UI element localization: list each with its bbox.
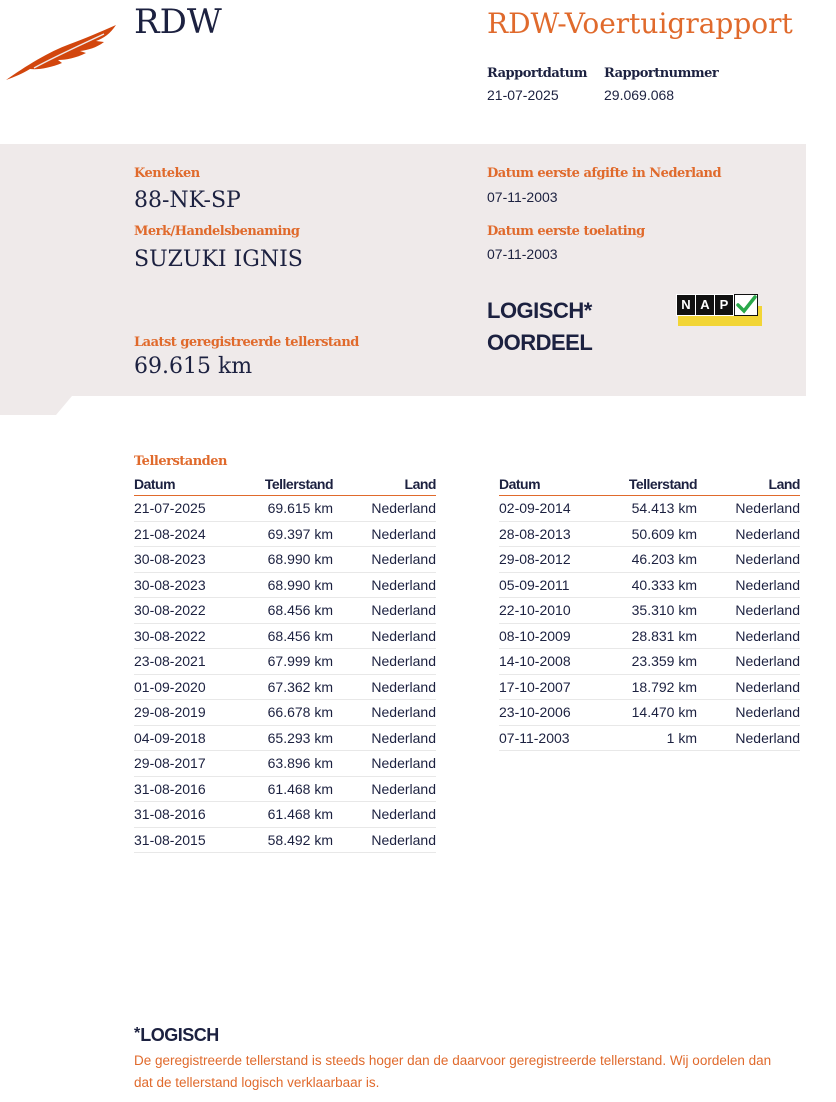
cell-odometer: 65.293 km [238,725,333,751]
table-row [499,700,800,726]
make-label: Merk/Handelsbenaming [134,224,300,239]
cell-country: Nederland [333,674,436,700]
cell-odometer: 23.359 km [603,649,697,675]
cell-odometer: 18.792 km [603,674,697,700]
table-header-row [499,476,800,496]
cell-country: Nederland [333,827,436,853]
cell-country: Nederland [697,598,800,624]
table-row [499,547,800,573]
column-header-country: Land [697,476,800,496]
footnote-text-line1: De geregistreerde tellerstand is steeds hoger dan de daarvoor geregistreerde tellerstand. Wij oordelen dan [134,1053,772,1068]
cell-date: 29-08-2012 [499,547,603,573]
cell-odometer: 54.413 km [603,496,697,522]
table-row [134,496,436,522]
cell-date: 30-08-2023 [134,547,238,573]
nap-badge [676,294,762,326]
cell-country: Nederland [333,521,436,547]
nap-letter: N [676,294,696,316]
cell-country: Nederland [697,623,800,649]
first-admission-value: 07-11-2003 [487,246,558,262]
cell-date: 31-08-2016 [134,802,238,828]
table-row [134,649,436,675]
table-header-row [134,476,436,496]
footnote-asterisk: * [134,1025,141,1042]
cell-odometer: 69.615 km [238,496,333,522]
cell-country: Nederland [697,572,800,598]
cell-date: 07-11-2003 [499,725,603,751]
cell-date: 02-09-2014 [499,496,603,522]
cell-country: Nederland [333,572,436,598]
report-title: RDW-Voertuigrapport [487,7,793,40]
cell-odometer: 46.203 km [603,547,697,573]
verdict-line1: LOGISCH* [487,298,592,323]
brand-name: RDW [134,2,222,42]
cell-odometer: 68.990 km [238,547,333,573]
nap-letter: A [695,294,715,316]
cell-date: 04-09-2018 [134,725,238,751]
first-admission-label: Datum eerste toelating [487,224,645,239]
cell-country: Nederland [697,496,800,522]
table-row [499,674,800,700]
column-header-date: Datum [134,476,238,496]
cell-country: Nederland [697,700,800,726]
vehicle-summary-panel [0,144,806,415]
table-row [134,623,436,649]
readings-table-right [499,476,800,751]
cell-odometer: 1 km [603,725,697,751]
table-row [134,802,436,828]
cell-odometer: 67.999 km [238,649,333,675]
last-odometer-label: Laatst geregistreerde tellerstand [134,335,359,350]
first-issue-label: Datum eerste afgifte in Nederland [487,166,722,181]
cell-odometer: 50.609 km [603,521,697,547]
cell-odometer: 68.456 km [238,623,333,649]
cell-country: Nederland [333,700,436,726]
cell-date: 30-08-2023 [134,572,238,598]
cell-country: Nederland [333,802,436,828]
check-icon [734,294,758,316]
readings-table-left [134,476,436,853]
table-row [134,547,436,573]
nap-letter: P [714,294,734,316]
cell-odometer: 28.831 km [603,623,697,649]
cell-country: Nederland [333,649,436,675]
table-row [499,649,800,675]
cell-odometer: 35.310 km [603,598,697,624]
cell-country: Nederland [333,776,436,802]
cell-odometer: 40.333 km [603,572,697,598]
table-row [499,521,800,547]
table-row [499,623,800,649]
cell-date: 01-09-2020 [134,674,238,700]
cell-date: 31-08-2015 [134,827,238,853]
table-row [134,700,436,726]
last-odometer-value: 69.615 km [134,354,253,379]
footnote-text-line2: dat de tellerstand logisch verklaarbaar is. [134,1075,380,1090]
column-header-odometer: Tellerstand [238,476,333,496]
cell-date: 31-08-2016 [134,776,238,802]
cell-country: Nederland [697,649,800,675]
table-row [134,776,436,802]
cell-odometer: 61.468 km [238,776,333,802]
cell-country: Nederland [333,623,436,649]
footnote-heading-text: LOGISCH [140,1025,219,1045]
cell-country: Nederland [697,674,800,700]
column-header-odometer: Tellerstand [603,476,697,496]
cell-date: 29-08-2017 [134,751,238,777]
cell-country: Nederland [697,725,800,751]
cell-odometer: 58.492 km [238,827,333,853]
table-row [499,598,800,624]
cell-date: 29-08-2019 [134,700,238,726]
table-row [134,598,436,624]
verdict-line2: OORDEEL [487,330,593,355]
cell-date: 30-08-2022 [134,623,238,649]
table-row [499,572,800,598]
table-row [134,521,436,547]
cell-date: 23-10-2006 [499,700,603,726]
cell-date: 14-10-2008 [499,649,603,675]
cell-odometer: 68.456 km [238,598,333,624]
cell-country: Nederland [333,725,436,751]
table-row [134,674,436,700]
cell-odometer: 14.470 km [603,700,697,726]
table-row [134,827,436,853]
cell-date: 21-08-2024 [134,521,238,547]
cell-date: 30-08-2022 [134,598,238,624]
table-row [134,572,436,598]
cell-country: Nederland [333,496,436,522]
cell-date: 21-07-2025 [134,496,238,522]
cell-odometer: 61.468 km [238,802,333,828]
cell-date: 22-10-2010 [499,598,603,624]
cell-country: Nederland [333,547,436,573]
make-value: SUZUKI IGNIS [134,247,303,272]
table-row [499,496,800,522]
cell-odometer: 68.990 km [238,572,333,598]
cell-date: 17-10-2007 [499,674,603,700]
table-row [134,751,436,777]
report-date-value: 21-07-2025 [487,87,559,103]
cell-country: Nederland [697,521,800,547]
cell-odometer: 69.397 km [238,521,333,547]
column-header-date: Datum [499,476,603,496]
plate-label: Kenteken [134,166,200,181]
cell-date: 28-08-2013 [499,521,603,547]
cell-odometer: 66.678 km [238,700,333,726]
cell-date: 05-09-2011 [499,572,603,598]
report-number-value: 29.069.068 [604,87,675,103]
plate-value: 88-NK-SP [134,188,241,213]
cell-country: Nederland [697,547,800,573]
table-row [134,725,436,751]
cell-country: Nederland [333,598,436,624]
cell-date: 23-08-2021 [134,649,238,675]
column-header-country: Land [333,476,436,496]
footnote-heading [134,1025,219,1046]
cell-date: 08-10-2009 [499,623,603,649]
rdw-logo-icon [4,22,118,82]
report-number-label: Rapportnummer [604,66,719,81]
cell-country: Nederland [333,751,436,777]
readings-title: Tellerstanden [134,454,227,469]
report-date-label: Rapportdatum [487,66,587,81]
cell-odometer: 63.896 km [238,751,333,777]
table-row [499,725,800,751]
first-issue-value: 07-11-2003 [487,189,558,205]
cell-odometer: 67.362 km [238,674,333,700]
